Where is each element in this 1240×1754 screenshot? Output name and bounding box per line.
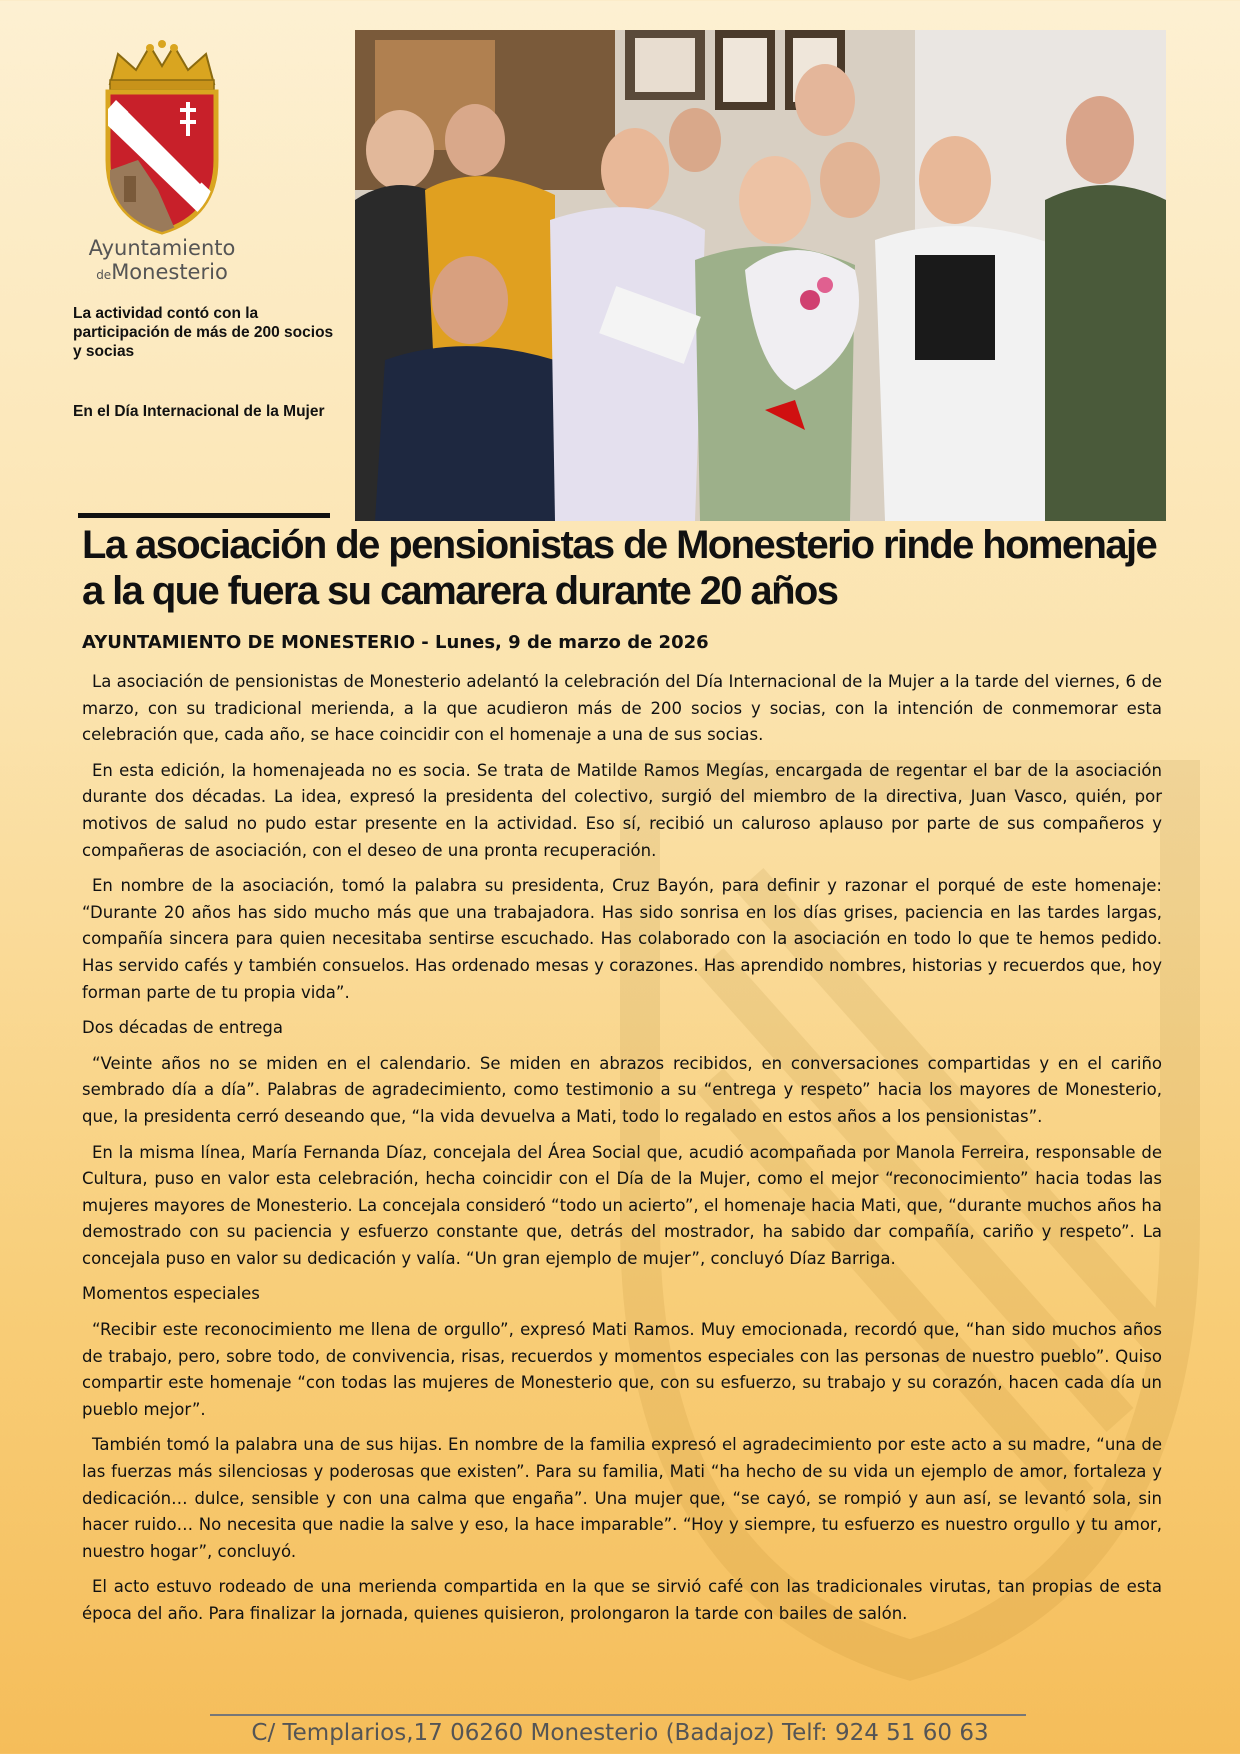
article-byline: AYUNTAMIENTO DE MONESTERIO - Lunes, 9 de marzo de 2026: [82, 632, 709, 653]
article-paragraph: “Veinte años no se miden en el calendario. Se miden en abrazos recibidos, en conversaciones compartidas y en el cariño sembrado día a día”. Palabras de agradecimiento, como testimonio a su “entrega y respeto” hacia los mayores de Monesterio, que, la presidenta cerró deseando que, “la vida devuelva a Mati, todo lo regalado en estos años a los pensionistas”.: [82, 1053, 1162, 1126]
crest-label-ayuntamiento: Ayuntamiento: [88, 236, 236, 260]
municipal-crest-logo: [88, 40, 236, 286]
article-paragraph: La asociación de pensionistas de Monesterio adelantó la celebración del Día Internacional de la Mujer a la tarde del viernes, 6 de marzo, con su tradicional merienda, a la que acudieron más de 200 socios y socias, con la intención de conmemorar esta celebración que, cada año, se hace coincidir con el homenaje a una de sus socias.: [82, 672, 1162, 745]
sidebar-divider: [78, 513, 330, 518]
crest-label-town: Monesterio: [111, 260, 228, 284]
article-paragraph: En esta edición, la homenajeada no es socia. Se trata de Matilde Ramos Megías, encargada de regentar el bar de la asociación durante dos décadas. La idea, expresó la presidenta del colectivo, surgió del miembro de la directiva, Juan Vasco, quién, por motivos de salud no pudo estar presente en la actividad. Eso sí, recibió un caluroso aplauso por parte de sus compañeros y compañeras de asociación, con el deseo de una pronta recuperación.: [82, 760, 1162, 860]
article-paragraph: En nombre de la asociación, tomó la palabra su presidenta, Cruz Bayón, para definir y razonar el porqué de este homenaje: “Durante 20 años has sido mucho más que una trabajadora. Has sido sonrisa en los días grises, paciencia en las tardes largas, compañía sincera para quien necesitaba sentirse escuchado. Has colaborado con la asociación en todo lo que te hemos pedido. Has servido cafés y también consuelos. Has ordenado mesas y corazones. Has aprendido nombres, historias y recuerdos que, hoy forman parte de tu propia vida”.: [82, 876, 1162, 1002]
sidebar-note-participation: La actividad contó con la participación de más de 200 socios y socias: [73, 305, 334, 360]
group-photo-image: [355, 30, 1166, 521]
article-paragraph: En la misma línea, María Fernanda Díaz, concejala del Área Social que, acudió acompañada por Manola Ferreira, responsable de Cultura, puso en valor esta celebración, hecha coincidir con el Día de la Mujer, como el mejor “reconocimiento” hacia todas las mujeres mayores de Monesterio. La concejala consideró “todo un acierto”, el homenaje hacia Mati, que, “durante muchos años ha demostrado con su paciencia y esfuerzo constante que, detrás del mostrador, ha sabido dar compañía, cariño y respeto”. La concejala puso en valor su dedicación y valía. “Un gran ejemplo de mujer”, concluyó Díaz Barriga.: [82, 1142, 1162, 1268]
group-photo: [355, 30, 1166, 521]
article-body: [82, 669, 1162, 1637]
article-paragraph: También tomó la palabra una de sus hijas. En nombre de la familia expresó el agradecimiento por este acto a su madre, “una de las fuerzas más silenciosas y poderosas que existen”. Para su familia, Mati “ha hecho de su vida un ejemplo de amor, fortaleza y dedicación… dulce, sensible y con una calma que engaña”. Una mujer que, “se cayó, se rompió y aun así, se levantó sola, sin hacer ruido… No necesita que nadie la salve y eso, la hace imparable”. “Hoy y siempre, tu esfuerzo es nuestro orgullo y tu amor, nuestro hogar”, concluyó.: [82, 1435, 1162, 1561]
crest-shield-icon: [88, 40, 236, 236]
footer-divider: [210, 1714, 1026, 1716]
section-heading: Dos décadas de entrega: [82, 1018, 283, 1038]
sidebar-note-womens-day: En el Día Internacional de la Mujer: [73, 403, 325, 420]
article-paragraph: El acto estuvo rodeado de una merienda compartida en la que se sirvió café con las tradicionales virutas, tan propias de esta época del año. Para finalizar la jornada, quienes quisieron, prolongaron la tarde con bailes de salón.: [82, 1577, 1162, 1623]
article-paragraph: “Recibir este reconocimiento me llena de orgullo”, expresó Mati Ramos. Muy emocionada, recordó que, “han sido muchos años de trabajo, pero, sobre todo, de convivencia, risas, recuerdos y momentos especiales con las personas de nuestro pueblo”. Quiso compartir este homenaje “con todas las mujeres de Monesterio que, con su esfuerzo, su trabajo y su corazón, hacen cada día un pueblo mejor”.: [82, 1320, 1162, 1419]
article-headline: La asociación de pensionistas de Monesterio rinde homenaje a la que fuera su camarera durante 20 años: [82, 523, 1157, 613]
section-heading: Momentos especiales: [82, 1284, 260, 1304]
crest-label-monesterio: [88, 262, 236, 283]
crest-label-de: de: [96, 268, 112, 282]
footer-address: C/ Templarios,17 06260 Monesterio (Badajoz) Telf: 924 51 60 63: [251, 1720, 989, 1746]
